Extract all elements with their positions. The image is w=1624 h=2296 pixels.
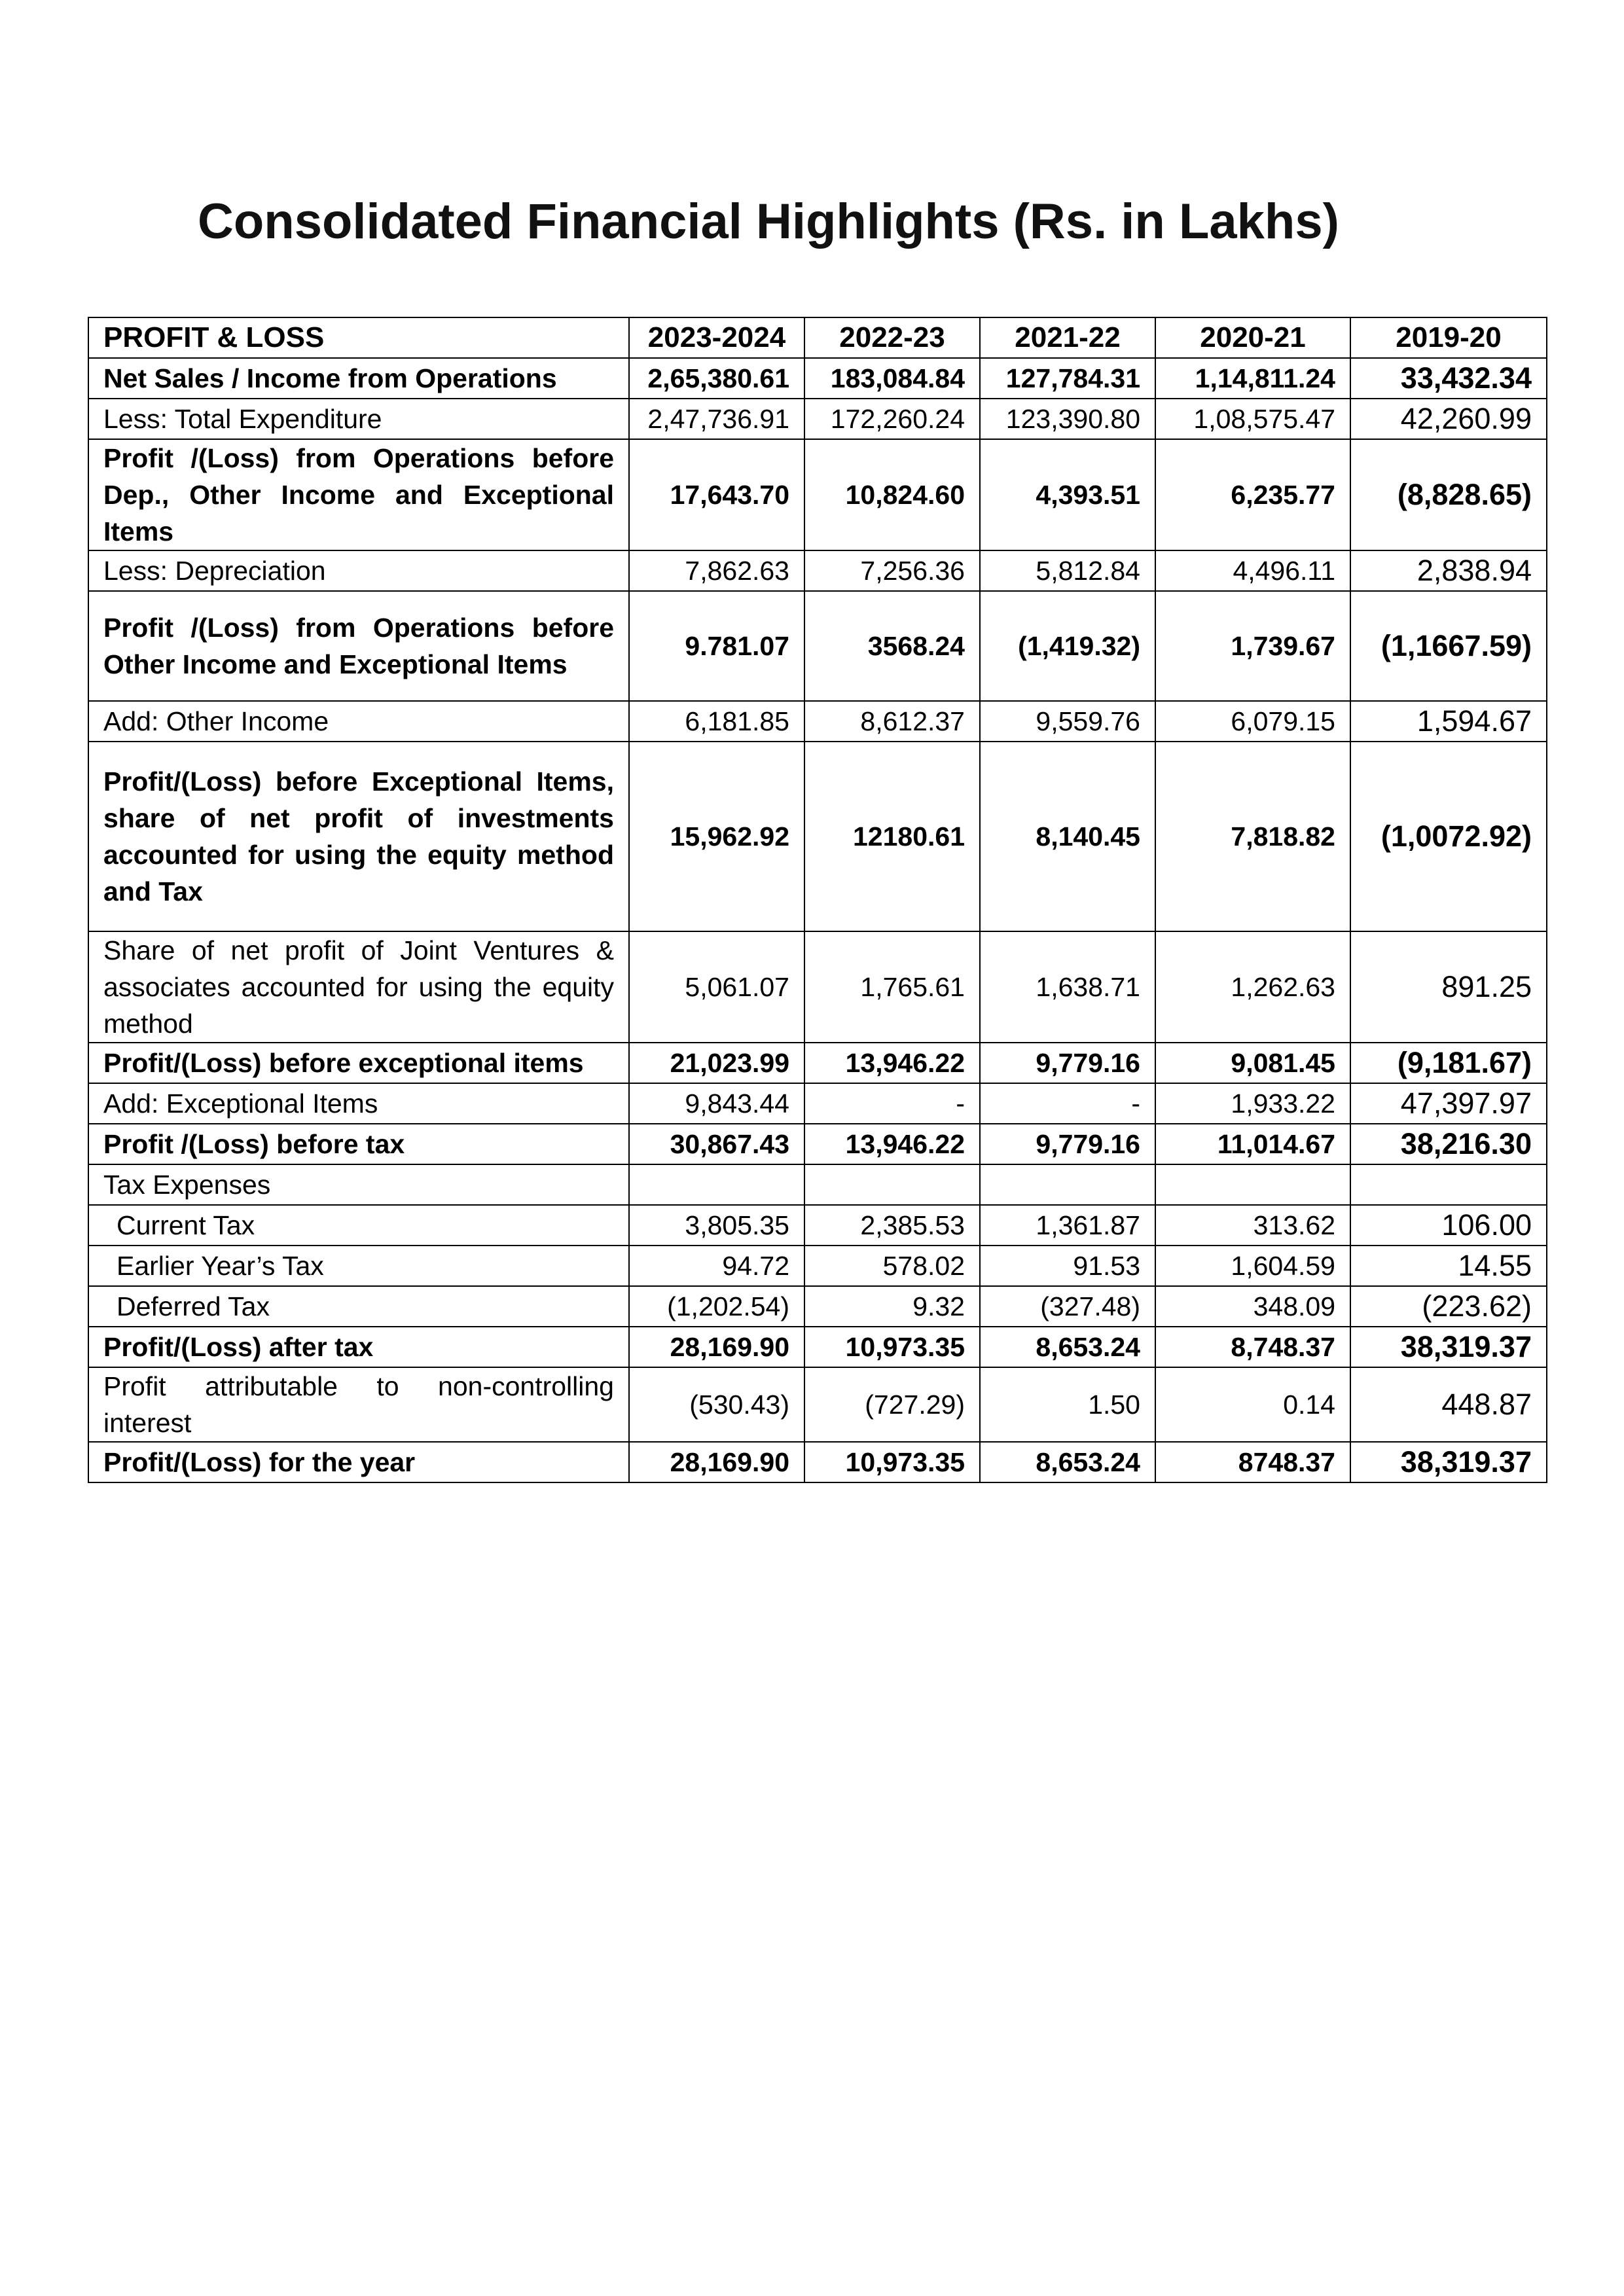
value-cell: 38,319.37 xyxy=(1350,1442,1547,1482)
value-cell: (1,419.32) xyxy=(980,591,1155,701)
row-label: Share of net profit of Joint Ventures & associates accounted for using the equity method xyxy=(88,931,629,1043)
value-cell: 313.62 xyxy=(1155,1205,1350,1246)
value-cell: 17,643.70 xyxy=(629,439,804,550)
value-cell: 21,023.99 xyxy=(629,1043,804,1083)
value-cell: (223.62) xyxy=(1350,1286,1547,1327)
row-label: Tax Expenses xyxy=(88,1164,629,1205)
value-cell: 0.14 xyxy=(1155,1367,1350,1442)
value-cell: 4,496.11 xyxy=(1155,550,1350,591)
header-year: 2022-23 xyxy=(804,317,980,358)
row-label: Profit /(Loss) from Operations before Dep., Other Income and Exceptional Items xyxy=(88,439,629,550)
value-cell: 7,256.36 xyxy=(804,550,980,591)
row-label: Add: Other Income xyxy=(88,701,629,742)
table-row xyxy=(88,701,1547,742)
value-cell: 1,604.59 xyxy=(1155,1246,1350,1286)
table-row xyxy=(88,358,1547,399)
page-title: Consolidated Financial Highlights (Rs. in Lakhs) xyxy=(198,194,1339,249)
table-row xyxy=(88,1124,1547,1164)
value-cell: (727.29) xyxy=(804,1367,980,1442)
value-cell: (8,828.65) xyxy=(1350,439,1547,550)
value-cell: 1,361.87 xyxy=(980,1205,1155,1246)
table-row xyxy=(88,1442,1547,1482)
value-cell: 94.72 xyxy=(629,1246,804,1286)
value-cell: 8,748.37 xyxy=(1155,1327,1350,1367)
row-label: Net Sales / Income from Operations xyxy=(88,358,629,399)
table-row xyxy=(88,1164,1547,1205)
value-cell xyxy=(804,1164,980,1205)
value-cell: 91.53 xyxy=(980,1246,1155,1286)
value-cell: 2,65,380.61 xyxy=(629,358,804,399)
value-cell: 7,862.63 xyxy=(629,550,804,591)
row-label: Earlier Year’s Tax xyxy=(88,1246,629,1286)
value-cell: 6,235.77 xyxy=(1155,439,1350,550)
value-cell: (1,0072.92) xyxy=(1350,742,1547,931)
value-cell: 9.32 xyxy=(804,1286,980,1327)
value-cell: 9,081.45 xyxy=(1155,1043,1350,1083)
row-label: Profit attributable to non-controlling interest xyxy=(88,1367,629,1442)
value-cell xyxy=(629,1164,804,1205)
value-cell: 578.02 xyxy=(804,1246,980,1286)
table-header-row xyxy=(88,317,1547,358)
value-cell xyxy=(980,1164,1155,1205)
value-cell: 15,962.92 xyxy=(629,742,804,931)
value-cell: 47,397.97 xyxy=(1350,1083,1547,1124)
value-cell: 13,946.22 xyxy=(804,1124,980,1164)
value-cell: (9,181.67) xyxy=(1350,1043,1547,1083)
row-label: Add: Exceptional Items xyxy=(88,1083,629,1124)
row-label: Less: Total Expenditure xyxy=(88,399,629,439)
value-cell: 1,933.22 xyxy=(1155,1083,1350,1124)
row-label: Profit /(Loss) from Operations before Other Income and Exceptional Items xyxy=(88,591,629,701)
value-cell: 8748.37 xyxy=(1155,1442,1350,1482)
row-label: Profit /(Loss) before tax xyxy=(88,1124,629,1164)
value-cell: 14.55 xyxy=(1350,1246,1547,1286)
value-cell: 6,079.15 xyxy=(1155,701,1350,742)
value-cell: 5,061.07 xyxy=(629,931,804,1043)
table-row xyxy=(88,399,1547,439)
table-row xyxy=(88,742,1547,931)
value-cell: (1,202.54) xyxy=(629,1286,804,1327)
row-label: Profit/(Loss) before Exceptional Items, share of net profit of investments accounted for using the equity method and Tax xyxy=(88,742,629,931)
value-cell: 1,638.71 xyxy=(980,931,1155,1043)
value-cell: 10,973.35 xyxy=(804,1442,980,1482)
table-row xyxy=(88,1205,1547,1246)
value-cell: 3,805.35 xyxy=(629,1205,804,1246)
table-row xyxy=(88,1043,1547,1083)
value-cell xyxy=(1350,1164,1547,1205)
value-cell: 2,838.94 xyxy=(1350,550,1547,591)
header-year: 2023-2024 xyxy=(629,317,804,358)
value-cell: 9,559.76 xyxy=(980,701,1155,742)
row-label: Less: Depreciation xyxy=(88,550,629,591)
value-cell: 9,779.16 xyxy=(980,1124,1155,1164)
value-cell: (327.48) xyxy=(980,1286,1155,1327)
value-cell: 7,818.82 xyxy=(1155,742,1350,931)
value-cell: (1,1667.59) xyxy=(1350,591,1547,701)
table-row xyxy=(88,1246,1547,1286)
value-cell: 172,260.24 xyxy=(804,399,980,439)
value-cell: 9.781.07 xyxy=(629,591,804,701)
value-cell: 1,08,575.47 xyxy=(1155,399,1350,439)
row-label: Profit/(Loss) before exceptional items xyxy=(88,1043,629,1083)
value-cell: - xyxy=(804,1083,980,1124)
value-cell: 448.87 xyxy=(1350,1367,1547,1442)
header-profit-loss: PROFIT & LOSS xyxy=(88,317,629,358)
value-cell: 348.09 xyxy=(1155,1286,1350,1327)
row-label: Profit/(Loss) for the year xyxy=(88,1442,629,1482)
value-cell: 38,319.37 xyxy=(1350,1327,1547,1367)
value-cell: 123,390.80 xyxy=(980,399,1155,439)
value-cell: 8,140.45 xyxy=(980,742,1155,931)
value-cell: 10,973.35 xyxy=(804,1327,980,1367)
value-cell: 1,14,811.24 xyxy=(1155,358,1350,399)
value-cell: - xyxy=(980,1083,1155,1124)
value-cell: 6,181.85 xyxy=(629,701,804,742)
value-cell: 8,653.24 xyxy=(980,1442,1155,1482)
table-row xyxy=(88,550,1547,591)
value-cell: 1,262.63 xyxy=(1155,931,1350,1043)
value-cell: 28,169.90 xyxy=(629,1327,804,1367)
header-year: 2020-21 xyxy=(1155,317,1350,358)
value-cell: 183,084.84 xyxy=(804,358,980,399)
header-year: 2019-20 xyxy=(1350,317,1547,358)
value-cell: 2,385.53 xyxy=(804,1205,980,1246)
table-row xyxy=(88,1286,1547,1327)
table-row xyxy=(88,591,1547,701)
value-cell: 2,47,736.91 xyxy=(629,399,804,439)
value-cell: 1.50 xyxy=(980,1367,1155,1442)
value-cell: 13,946.22 xyxy=(804,1043,980,1083)
header-year: 2021-22 xyxy=(980,317,1155,358)
value-cell: 891.25 xyxy=(1350,931,1547,1043)
value-cell: 38,216.30 xyxy=(1350,1124,1547,1164)
financial-highlights-table xyxy=(88,317,1547,1483)
row-label: Current Tax xyxy=(88,1205,629,1246)
value-cell xyxy=(1155,1164,1350,1205)
value-cell: 4,393.51 xyxy=(980,439,1155,550)
table-row xyxy=(88,1327,1547,1367)
value-cell: 5,812.84 xyxy=(980,550,1155,591)
value-cell: 28,169.90 xyxy=(629,1442,804,1482)
value-cell: 12180.61 xyxy=(804,742,980,931)
value-cell: 9,779.16 xyxy=(980,1043,1155,1083)
value-cell: 8,612.37 xyxy=(804,701,980,742)
value-cell: 33,432.34 xyxy=(1350,358,1547,399)
row-label: Profit/(Loss) after tax xyxy=(88,1327,629,1367)
value-cell: 42,260.99 xyxy=(1350,399,1547,439)
value-cell: 106.00 xyxy=(1350,1205,1547,1246)
value-cell: 1,739.67 xyxy=(1155,591,1350,701)
value-cell: 1,765.61 xyxy=(804,931,980,1043)
value-cell: 9,843.44 xyxy=(629,1083,804,1124)
value-cell: 10,824.60 xyxy=(804,439,980,550)
value-cell: 30,867.43 xyxy=(629,1124,804,1164)
value-cell: 11,014.67 xyxy=(1155,1124,1350,1164)
table-row xyxy=(88,931,1547,1043)
row-label: Deferred Tax xyxy=(88,1286,629,1327)
value-cell: (530.43) xyxy=(629,1367,804,1442)
table-row xyxy=(88,1083,1547,1124)
table-row xyxy=(88,439,1547,550)
value-cell: 127,784.31 xyxy=(980,358,1155,399)
table-row xyxy=(88,1367,1547,1442)
value-cell: 1,594.67 xyxy=(1350,701,1547,742)
value-cell: 3568.24 xyxy=(804,591,980,701)
value-cell: 8,653.24 xyxy=(980,1327,1155,1367)
